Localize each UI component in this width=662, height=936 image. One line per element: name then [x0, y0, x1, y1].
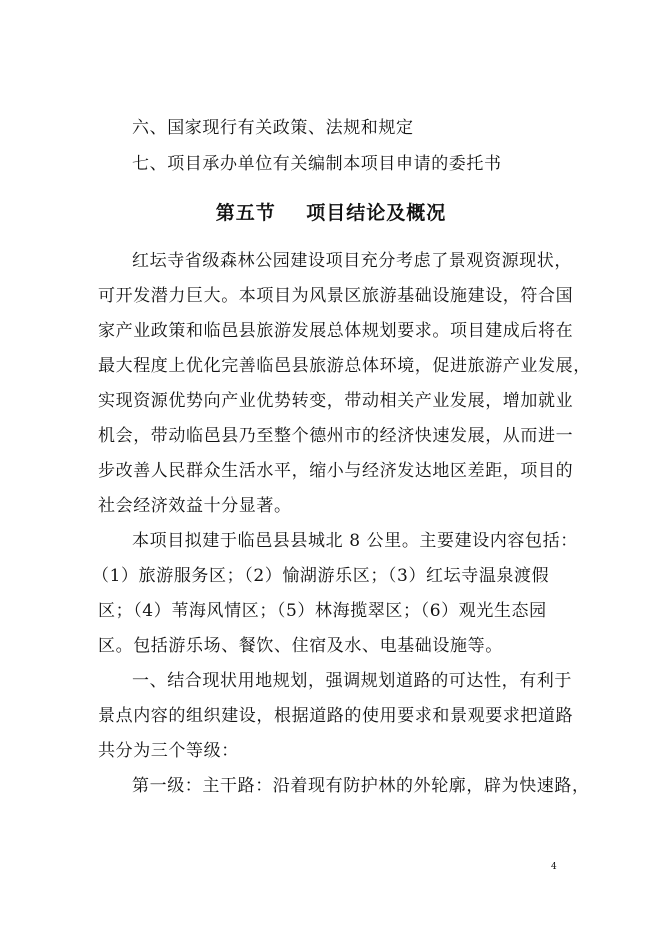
- list-item-commission: 七、项目承办单位有关编制本项目申请的委托书: [132, 154, 502, 174]
- paragraph-line: 机会，带动临邑县乃至整个德州市的经济快速发展，从而进一: [98, 426, 574, 446]
- paragraph-line: 最大程度上优化完善临邑县旅游总体环境，促进旅游产业发展，: [98, 356, 591, 376]
- paragraph-line: 社会经济效益十分显著。: [98, 496, 292, 516]
- list-item-policies: 六、国家现行有关政策、法规和规定: [132, 118, 414, 138]
- paragraph-line: 可开发潜力巨大。本项目为风景区旅游基础设施建设，符合国: [98, 286, 574, 306]
- paragraph-line: 步改善人民群众生活水平，缩小与经济发达地区差距，项目的: [98, 461, 574, 481]
- paragraph-line: 实现资源优势向产业优势转变，带动相关产业发展，增加就业: [98, 391, 574, 411]
- section-heading: 第五节 项目结论及概况: [215, 202, 447, 224]
- paragraph-line: 共分为三个等级：: [98, 741, 239, 761]
- paragraph-line: 一、结合现状用地规划，强调规划道路的可达性，有利于: [132, 671, 572, 691]
- paragraph-line: 区；（4）苇海风情区；（5）林海揽翠区；（6）观光生态园: [98, 601, 547, 621]
- paragraph-line: 景点内容的组织建设，根据道路的使用要求和景观要求把道路: [98, 706, 574, 726]
- paragraph-line: 红坛寺省级森林公园建设项目充分考虑了景观资源现状，: [132, 251, 572, 271]
- paragraph-line: 本项目拟建于临邑县县城北 8 公里。主要建设内容包括：: [132, 531, 578, 551]
- paragraph-line: （1）旅游服务区；（2）愉湖游乐区；（3）红坛寺温泉渡假: [92, 566, 550, 586]
- paragraph-line: 区。包括游乐场、餐饮、住宿及水、电基础设施等。: [98, 636, 503, 656]
- paragraph-line: 第一级：主干路：沿着现有防护林的外轮廓，辟为快速路，: [132, 776, 590, 796]
- paragraph-line: 家产业政策和临邑县旅游发展总体规划要求。项目建成后将在: [98, 321, 574, 341]
- page-number: 4: [551, 862, 557, 872]
